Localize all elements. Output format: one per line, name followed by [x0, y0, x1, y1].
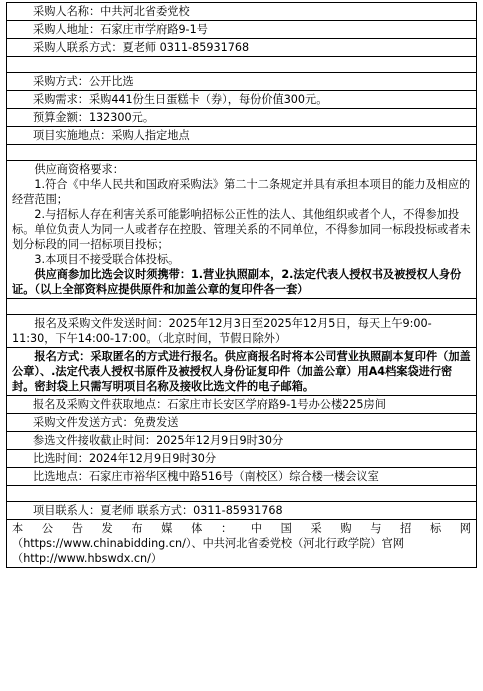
selection-place: 比选地点：石家庄市裕华区槐中路516号（南校区）综合楼一楼会议室 [7, 468, 477, 486]
selection-time: 比选时间：2024年12月9日9时30分 [7, 450, 477, 468]
qualification-item-2: 2.与招标人存在利害关系可能影响招标公正性的法人、其他组织或者个人，不得参加投标。单位负责人为同一人或者存在控股、管理关系的不同单位，不得参加同一标段投标或者未划分标段的同一招标项目投标； [12, 208, 471, 251]
purchaser-name: 采购人名称：中共河北省委党校 [7, 3, 477, 21]
spacer-row [7, 57, 477, 73]
qualification-item-1: 1.符合《中华人民共和国政府采购法》第二十二条规定并具有承担本项目的能力及相应的经营范围； [12, 178, 471, 206]
procurement-demand: 采购需求：采购441份生日蛋糕卡（券），每份价值300元。 [7, 91, 477, 109]
procurement-method: 采购方式：公开比选 [7, 73, 477, 91]
spacer-row [7, 486, 477, 502]
spacer-row [7, 299, 477, 315]
qualification-item-3: 3.本项目不接受联合体投标。 [34, 253, 180, 266]
registration-fee: 采购文件发送方式：免费发送 [7, 414, 477, 432]
publish-media-heading: 本公告发布媒体：中国采购与招标网 [12, 522, 471, 535]
qualification-materials: 供应商参加比选会议时须携带：1.营业执照副本，2.法定代表人授权书及被授权人身份证。（以上全部资料应提供原件和加盖公章的复印件各一套） [12, 268, 462, 296]
announcement-table [6, 2, 477, 568]
registration-time: 报名及采购文件发送时间：2025年12月3日至2025年12月5日，每天上午9:00-11:30，下午14:00-17:00。（北京时间，节假日除外） [7, 315, 477, 348]
qualification-block [7, 161, 477, 299]
purchaser-address: 采购人地址：石家庄市学府路9-1号 [7, 21, 477, 39]
qualification-title: 供应商资格要求： [34, 163, 124, 176]
registration-method: 报名方式：采取匿名的方式进行报名。供应商报名时将本公司营业执照副本复印件（加盖公章）、.法定代表人授权书原件及被授权人身份证复印件（加盖公章）用A4档案袋进行密封。密封袋上只需写明项目名称及接收比选文件的电子邮箱。 [7, 348, 477, 396]
procurement-budget: 预算金额：132300元。 [7, 109, 477, 127]
submission-deadline: 参选文件接收截止时间：2025年12月9日9时30分 [7, 432, 477, 450]
spacer-row [7, 145, 477, 161]
publish-media [7, 520, 477, 568]
procurement-location: 项目实施地点：采购人指定地点 [7, 127, 477, 145]
publish-media-sites: （https://www.chinabidding.cn/）、中共河北省委党校（河北行政学院）官网（http://www.hbswdx.cn/） [12, 537, 404, 565]
registration-place: 报名及采购文件获取地点：石家庄市长安区学府路9-1号办公楼225房间 [7, 396, 477, 414]
purchaser-contact: 采购人联系方式：夏老师 0311-85931768 [7, 39, 477, 57]
project-contact: 项目联系人：夏老师 联系方式：0311-85931768 [7, 502, 477, 520]
